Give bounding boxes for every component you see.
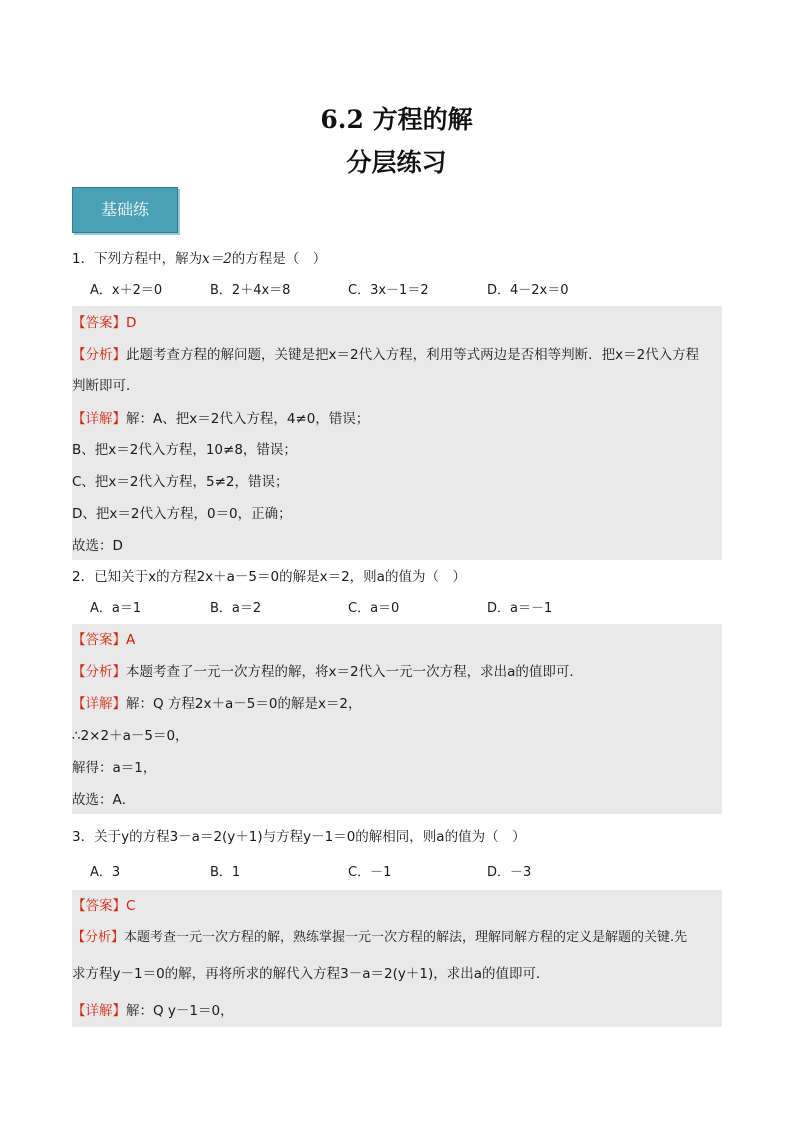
question-1-stem: 1．下列方程中，解为x＝2的方程是（ ） bbox=[72, 251, 327, 267]
page-subtitle: 分层练习 bbox=[346, 148, 447, 177]
q1-option-a[interactable]: A．x＋2＝0 bbox=[90, 283, 163, 298]
q3-option-d[interactable]: D．－3 bbox=[487, 865, 532, 880]
q1-option-c[interactable]: C．3x－1＝2 bbox=[348, 283, 429, 298]
q3-option-a[interactable]: A．3 bbox=[90, 865, 121, 880]
q1-option-d[interactable]: D．4－2x＝0 bbox=[487, 283, 569, 298]
q2-analysis: 【分析】本题考查了一元一次方程的解，将x＝2代入一元一次方程，求出a的值即可． bbox=[72, 664, 583, 680]
q1-analysis: 【分析】此题考查方程的解问题，关键是把x＝2代入方程，利用等式两边是否相等判断．把x＝2代入方程 bbox=[72, 347, 700, 363]
q2-option-c[interactable]: C．a＝0 bbox=[348, 601, 400, 616]
question-2-stem: 2．已知关于x的方程2x＋a－5＝0的解是x＝2，则a的值为（ ） bbox=[72, 569, 466, 585]
q1-analysis-cont: 判断即可． bbox=[72, 378, 140, 394]
q1-detail-d: D、把x＝2代入方程，0＝0，正确； bbox=[72, 506, 292, 522]
section-tab-basic[interactable]: 基础练 bbox=[72, 187, 178, 233]
q2-choose: 故选：A． bbox=[72, 792, 136, 808]
q3-answer: 【答案】C bbox=[72, 898, 136, 914]
q3-detail: 【详解】解：Q y－1＝0， bbox=[72, 1003, 234, 1019]
q3-analysis: 【分析】本题考查一元一次方程的解，熟练掌握一元一次方程的解法，理解同解方程的定义是解题的关键.先 bbox=[72, 930, 688, 945]
q3-analysis-cont: 求方程y－1＝0的解，再将所求的解代入方程3－a＝2(y＋1)，求出a的值即可． bbox=[72, 966, 550, 982]
q2-detail: 【详解】解：Q 方程2x＋a－5＝0的解是x＝2， bbox=[72, 696, 362, 712]
q2-option-a[interactable]: A．a＝1 bbox=[90, 601, 142, 616]
page-title: 6.2 方程的解 bbox=[320, 105, 473, 134]
q2-detail-step: ∴2×2＋a－5＝0， bbox=[72, 728, 189, 744]
question-3-stem: 3．关于y的方程3－a＝2(y＋1)与方程y－1＝0的解相同，则a的值为（ ） bbox=[72, 829, 526, 845]
q1-answer: 【答案】D bbox=[72, 315, 137, 331]
q2-solution-panel bbox=[72, 624, 722, 814]
q1-choose: 故选：D bbox=[72, 538, 123, 554]
q3-option-c[interactable]: C．－1 bbox=[348, 865, 392, 880]
q1-option-b[interactable]: B．2＋4x＝8 bbox=[210, 283, 291, 298]
q1-detail-b: B、把x＝2代入方程，10≠8，错误； bbox=[72, 442, 297, 458]
q2-option-d[interactable]: D．a＝－1 bbox=[487, 601, 553, 616]
q2-detail-solve: 解得：a＝1， bbox=[72, 760, 157, 776]
q3-option-b[interactable]: B．1 bbox=[210, 865, 241, 880]
q2-answer: 【答案】A bbox=[72, 632, 136, 648]
q2-option-b[interactable]: B．a＝2 bbox=[210, 601, 262, 616]
q1-detail-c: C、把x＝2代入方程，5≠2，错误； bbox=[72, 474, 289, 490]
q1-detail: 【详解】解：A、把x＝2代入方程，4≠0，错误； bbox=[72, 411, 370, 427]
